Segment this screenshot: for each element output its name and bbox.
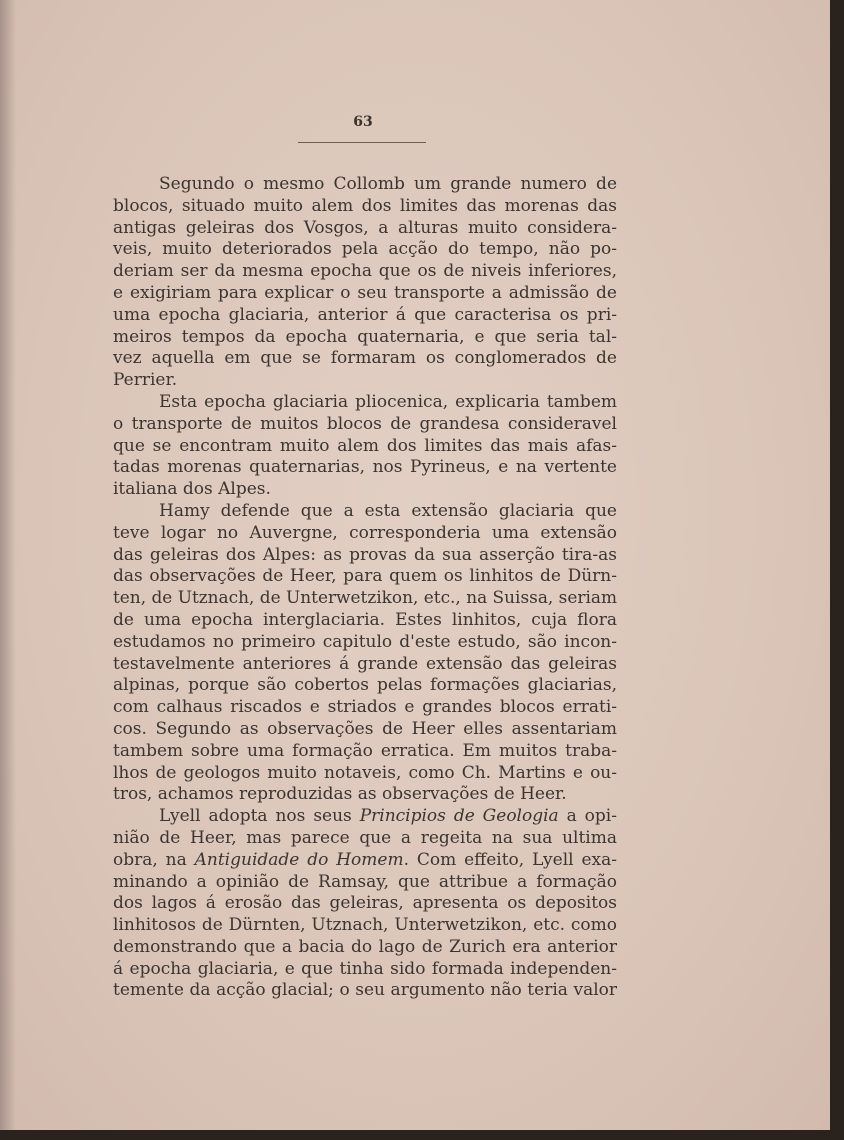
text-line: estudamos no primeiro capitulo d'este estudo, são incon- bbox=[113, 631, 617, 652]
text-line: dos lagos á erosão das geleiras, apresenta os depositos bbox=[113, 893, 617, 914]
text-line: Hamy defende que a esta extensão glaciaria que bbox=[159, 500, 617, 521]
text-line: demonstrando que a bacia do lago de Zurich era anterior bbox=[113, 936, 617, 957]
text-line: veis, muito deteriorados pela acção do tempo, não po- bbox=[113, 239, 617, 260]
page-gutter-shadow bbox=[0, 0, 16, 1130]
text-segment: Lyell adopta nos seus bbox=[159, 806, 360, 827]
text-line: das geleiras dos Alpes: as provas da sua asserção tira-as bbox=[113, 544, 617, 565]
text-line: italiana dos Alpes. bbox=[113, 479, 271, 500]
text-line: antigas geleiras dos Vosgos, a alturas muito considera- bbox=[113, 217, 617, 238]
text-line: Segundo o mesmo Collomb um grande numero de bbox=[159, 174, 617, 194]
text-line: com calhaus riscados e striados e grandes blocos errati- bbox=[113, 697, 617, 718]
text-line: tros, achamos reproduzidas as observações de Heer. bbox=[113, 784, 567, 805]
text-line: á epocha glaciaria, e que tinha sido formada independen- bbox=[113, 958, 617, 979]
text-line bbox=[113, 850, 617, 872]
text-line: ten, de Utznach, de Unterwetzikon, etc., na Suissa, seriam bbox=[113, 588, 617, 609]
header-rule bbox=[298, 142, 426, 143]
text-line: e exigiriam para explicar o seu transporte a admissão de bbox=[113, 282, 617, 303]
text-line: alpinas, porque são cobertos pelas formações glaciarias, bbox=[113, 675, 617, 696]
text-segment: . Com effeito, Lyell exa- bbox=[403, 849, 617, 870]
text-line: linhitosos de Dürnten, Utznach, Unterwetzikon, etc. como bbox=[113, 915, 617, 936]
text-line: tambem sobre uma formação erratica. Em muitos traba- bbox=[113, 740, 617, 761]
text-line: lhos de geologos muito notaveis, como Ch. Martins e ou- bbox=[113, 762, 617, 783]
text-segment: a opi- bbox=[558, 806, 617, 827]
text-line: minando a opinião de Ramsay, que attribue a formação bbox=[113, 871, 617, 892]
text-line: testavelmente anteriores á grande extensão das geleiras bbox=[113, 653, 617, 674]
text-line: de uma epocha interglaciaria. Estes linhitos, cuja flora bbox=[113, 609, 617, 630]
text-line: blocos, situado muito alem dos limites das morenas das bbox=[113, 195, 617, 216]
text-line: vez aquella em que se formaram os conglomerados de bbox=[113, 348, 617, 369]
text-line: que se encontram muito alem dos limites das mais afas- bbox=[113, 435, 617, 456]
text-line: cos. Segundo as observações de Heer elles assentariam bbox=[113, 718, 617, 739]
text-line: teve logar no Auvergne, corresponderia uma extensão bbox=[113, 522, 617, 543]
page-number: 63 bbox=[353, 114, 373, 130]
text-line: uma epocha glaciaria, anterior á que caracterisa os pri- bbox=[113, 304, 617, 325]
body-text bbox=[113, 174, 617, 1002]
text-line: deriam ser da mesma epocha que os de niveis inferiores, bbox=[113, 261, 617, 282]
book-title-italic: Antiguidade do Homem bbox=[194, 849, 404, 870]
text-line: nião de Heer, mas parece que a regeita na sua ultima bbox=[113, 827, 617, 848]
text-line: o transporte de muitos blocos de grandesa consideravel bbox=[113, 413, 617, 434]
text-line: Esta epocha glaciaria pliocenica, explicaria tambem bbox=[159, 391, 617, 412]
page-bottom-edge bbox=[0, 1130, 844, 1140]
text-line bbox=[113, 806, 617, 828]
text-line: meiros tempos da epocha quaternaria, e que seria tal- bbox=[113, 326, 617, 347]
text-segment: obra, na bbox=[113, 849, 195, 870]
text-line: Perrier. bbox=[113, 370, 178, 391]
text-line: tadas morenas quaternarias, nos Pyrineus, e na vertente bbox=[113, 457, 617, 478]
text-line: das observações de Heer, para quem os linhitos de Dürn- bbox=[113, 566, 617, 587]
text-line: temente da acção glacial; o seu argumento não teria valor bbox=[113, 980, 617, 1001]
book-title-italic: Principios de Geologia bbox=[359, 806, 559, 827]
page-edge bbox=[830, 0, 844, 1140]
